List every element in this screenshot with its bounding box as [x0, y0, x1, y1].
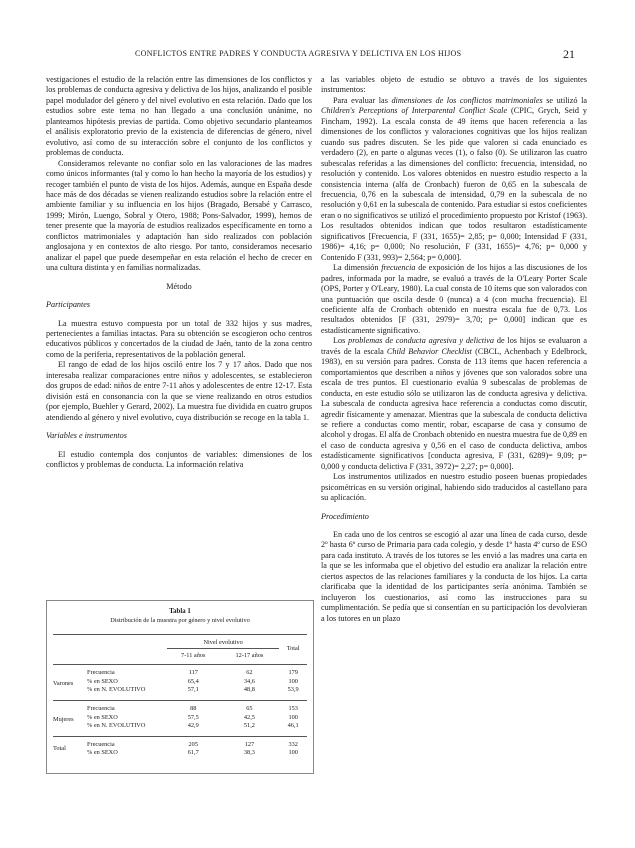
table-cell: 153: [288, 704, 298, 712]
table-col-adolescent: 12-17 años: [220, 648, 280, 665]
page-number: 21: [563, 47, 575, 61]
table-cell: 62: [246, 669, 253, 677]
table-cell: % en SEXO: [87, 713, 118, 721]
table-cell: % en SEXO: [87, 677, 118, 685]
table-cell: 38,3: [243, 749, 255, 757]
table-title: Tabla 1: [169, 608, 191, 615]
table-cell: 179: [288, 669, 298, 677]
table-col-group: Nivel evolutivo: [203, 639, 243, 646]
table-cell: 332: [288, 740, 298, 748]
paragraph: En cada uno de los centros se escogió al azar una línea de cada curso, desde 2º hasta 6º curso de Primaria para cada colegio, y desde 1º hasta 4º curso de ESO para cada instituto. A través de los tutores se les envió a las madres una carta en la que se les informaba que el objetivo del estudio era analizar la relación entre ciertos aspectos de las relaciones familiares y la conducta de los hijos. La carta clarificaba que la identidad de los participantes sería anónima. También se incluyeron los cuestionarios, así como las instrucciones para su cumplimentación. Se pedía que si consentían en su participación los devolvieran a los tutores en un plazo: [321, 530, 587, 623]
table-subtitle: Distribución de la muestra por género y nivel evolutivo: [110, 616, 250, 624]
table-cell: 57,5: [187, 713, 199, 721]
subsection-heading-variables: Variables e instrumentos: [46, 431, 127, 441]
subsection-heading-participants: Participantes: [46, 300, 91, 310]
table-row-group: Varones: [53, 680, 74, 688]
table-cell: 53,9: [287, 686, 299, 694]
table-cell: Frecuencia: [87, 669, 115, 677]
paragraph: a las variables objeto de estudio se obtuvo a través de los siguientes instrumentos:: [321, 75, 587, 95]
table-cell: % en SEXO: [87, 749, 118, 757]
table-cell: 51,2: [243, 722, 255, 730]
table-cell: 100: [288, 713, 298, 721]
paragraph: El rango de edad de los hijos osciló entre los 7 y 17 años. Dado que nos interesaba realizar comparaciones entre niños y adolescentes, se establecieron dos grupos de edad: niños de entre 7-11 años y adolescentes de entre 12-17. Esta división está en consonancia con la que se viene realizando en otros estudios (por ejemplo, Buehler y Gerard, 2002). La muestra fue dividida en cuatro grupos atendiendo al género y nivel evolutivo, cuya distribución se recoge en la tabla 1.: [46, 360, 312, 422]
table-cell: 117: [188, 669, 198, 677]
paragraph: Los instrumentos utilizados en nuestro estudio poseen buenas propiedades psicométricas en su versión original, habiendo sido traducidos al castellano para su aplicación.: [321, 472, 587, 503]
table-cell: 127: [244, 740, 255, 748]
table-cell: 48,8: [243, 686, 255, 694]
running-title: CONFLICTOS ENTRE PADRES Y CONDUCTA AGRESIVA Y DELICTIVA EN LOS HIJOS: [135, 49, 462, 58]
paragraph: Para evaluar las dimensiones de los conflictos matrimoniales se utilizó la Children's Perceptions of Interparental Conflict Scale (CPIC, Grych, Seid y Fincham, 1992). La escala consta de 49 ítems que hacen referencia a las dimensiones de los conflictos y valoraciones cognitivas que los hijos realizan cuando sus padres discuten. Se les pide que valoren si cada enunciado es verdadero (2), en parte o algunas veces (1), o falso (0). Se utilizaron las cuatro subescalas referidas a las dimensiones del conflicto: frecuencia, intensidad, no resolución y contenido. Los valores obtenidos en nuestro estudio respecto a la consistencia interna (alfa de Cronbach) fueron de 0,65 en la subescala de frecuencia, 0,76 en la subescala de intensidad, 0,79 en la subescala de no resolución y 0,61 en la subescala de contenido. Para estudiar si estos coeficientes eran o no significativos se utilizó el procedimiento propuesto por Kristof (1963). Los resultados obtenidos indican que todos resultaron estadísticamente significativos [Frecuencia, F (331, 1655)= 2,85; p= 0,000; Intensidad F (331, 1986)= 4,16; p= 0,000; No resolución, F (331, 1655)= 4,76; p= 0,000 y Contenido F (331, 993)= 2,564; p= 0,000].: [321, 95, 588, 262]
paragraph: Los problemas de conducta agresiva y delictiva de los hijos se evaluaron a través de la escala Child Behavior Checklist (CBCL, Achenbach y Edelbrock, 1983), en su versión para padres. Consta de 113 ítems que hacen referencia a comportamientos que describen a niños y jóvenes que son valorados sobre una escala de tres puntos. El cuestionario evalúa 9 subescalas de problemas de conducta, en este estudio sólo se utilizaron las de conducta agresiva y delictiva. La subescala de conducta agresiva hace referencia a conductas como discutir, agredir físicamente y amenazar. Mientras que la subescala de conducta delictiva se refiere a conductas como mentir, robar, escaparse de casa y consumo de alcohol y drogas. El alfa de Cronbach obtenido en nuestra muestra fue de 0,89 en el caso de conducta agresiva y 0,56 en el caso de conducta delictiva, ambos estadísticamente significativos [conducta agresiva, F (331, 6289)= 9,09; p= 0,000 y conducta delictiva F (331, 3972)= 2,27; p= 0,000].: [321, 336, 588, 471]
table-cell: 65: [246, 704, 253, 712]
table-cell: 42,5: [243, 713, 255, 721]
table-cell: % en N. EVOLUTIVO: [87, 686, 146, 694]
table-col-total: Total: [286, 645, 300, 653]
left-column: [46, 75, 312, 470]
running-header: [0, 49, 635, 63]
table-cell: 100: [288, 749, 298, 757]
table-cell: 61,7: [187, 749, 199, 757]
table-col-young: 7-11 años: [167, 648, 220, 665]
table-row-group: Mujeres: [53, 716, 74, 724]
section-heading-method: Método: [166, 281, 192, 291]
table-cell: 34,6: [243, 677, 255, 685]
paragraph: Consideramos relevante no confiar solo en las valoraciones de las madres como únicos informantes (tal y como lo han hecho la mayoría de los estudios) y recoger también el punto de vista de los hijos. Además, aunque en España desde hace más de dos décadas se vienen realizando estudios sobre la relación entre el ambiente familiar y su influencia en los hijos (Bragado, Bersabé y Carrasco, 1999; Mirón, Luengo, Sobral y Otero, 1988; Pons-Salvador, 1999), hemos de tener presente que la mayoría de estudios realizados específicamente en torno a conflictos matrimoniales y adaptación han sido realizados con población anglosajona y en contextos de alto riesgo. Por tanto, consideramos necesario analizar el papel que puede desempeñar en esta relación el hecho de crecer en una cultura distinta y en familias normalizadas.: [46, 158, 312, 273]
table-cell: 100: [288, 677, 298, 685]
paragraph: vestigaciones el estudio de la relación entre las dimensiones de los conflictos y los problemas de conducta agresiva y delictiva de los hijos, analizando el posible papel modulador del género y del nivel evolutivo en esta relación. Dado que los estudios sobre este tema no han llegado a una conclusión unánime, no planteamos hipótesis previas de partida. Como objetivo secundario planteamos el análisis exploratorio previo de la existencia de diferencias de género, nivel evolutivo, así como de su interacción sobre el conjunto de los conflictos y problemas de conducta.: [46, 75, 312, 158]
table-cell: Frecuencia: [87, 740, 115, 748]
table-cell: % en N. EVOLUTIVO: [87, 722, 146, 730]
table-row-group: Total: [53, 745, 66, 753]
paragraph: La dimensión frecuencia de exposición de los hijos a las discusiones de los padres, informada por la madre, se evaluó a través de la O'Leary Porter Scale (OPS, Porter y O'Leary, 1980). La cual consta de 10 ítems que son valorados con una puntuación que oscila desde 0 (nunca) a 4 (con mucha frecuencia). El coeficiente alfa de Cronbach obtenido en nuestra escala fue de 0,73. Los resultados obtenidos [F (331, 2979)= 3,70; p= 0,000] indican que es estadísticamente significativo.: [321, 263, 588, 335]
table-cell: 205: [188, 740, 198, 748]
table-cell: 42,9: [187, 722, 199, 730]
table-cell: 46,1: [287, 722, 299, 730]
right-column: [321, 75, 587, 624]
subsection-heading-procedure: Procedimiento: [321, 511, 369, 521]
paragraph: La muestra estuvo compuesta por un total de 332 hijos y sus madres, pertenecientes a familias intactas. Para su obtención se escogieron ocho centros educativos públicos y concertados de la ciudad de Jaén, tanto de la zona centro como de la periferia, representativos de la población general.: [46, 318, 312, 359]
table-cell: 57,1: [187, 686, 199, 694]
table-1: [46, 600, 314, 774]
table-cell: 88: [190, 704, 197, 712]
table-cell: 65,4: [187, 677, 199, 685]
table-grid: [53, 634, 307, 758]
paragraph: El estudio contempla dos conjuntos de variables: dimensiones de los conflictos y problemas de conducta. La información relativa: [46, 449, 312, 469]
table-cell: Frecuencia: [87, 704, 115, 712]
